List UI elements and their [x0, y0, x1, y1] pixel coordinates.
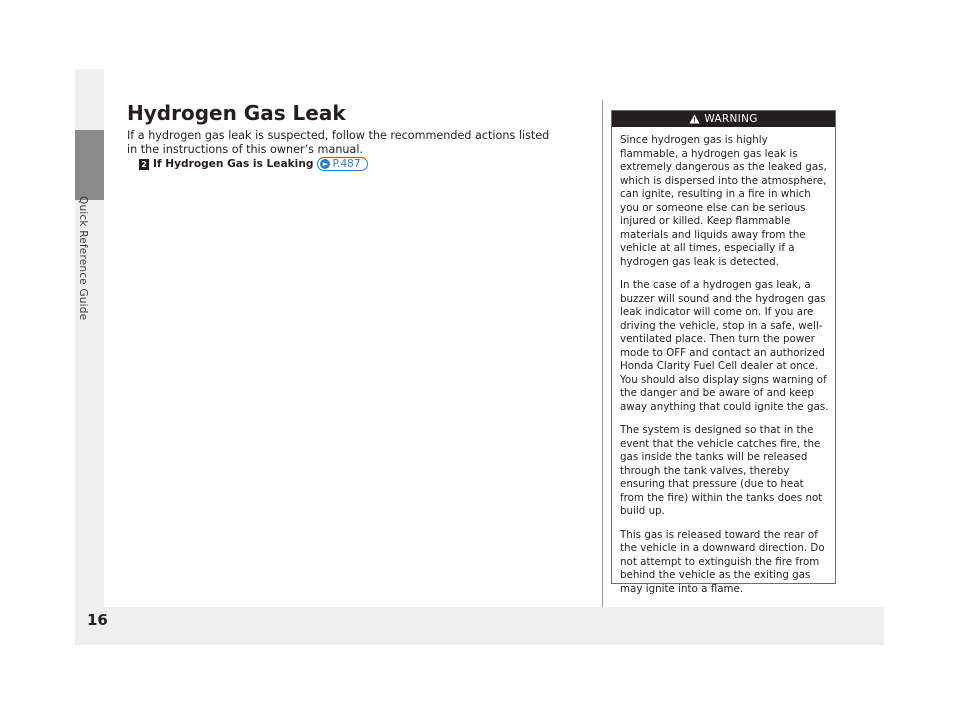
warning-title: WARNING	[704, 113, 758, 125]
section-body: If a hydrogen gas leak is suspected, follow the recommended actions listed in the instructions of this owner’s manual.	[127, 129, 550, 156]
page-number: 16	[87, 611, 108, 629]
warning-paragraph: The system is designed so that in the event that the vehicle catches fire, the gas inside the tanks will be released through the tank valves, thereby ensuring that pressure (due to heat from the fire) within the tanks does not build up.	[620, 424, 823, 517]
warning-triangle-icon	[689, 114, 700, 124]
column-divider	[602, 100, 603, 607]
page-reference-label: P.487	[332, 158, 361, 170]
warning-paragraph: Since hydrogen gas is highly flammable, a hydrogen gas leak is extremely dangerous as the leaked gas, which is dispersed into the atmosphere, can ignite, resulting in a fire in which you or someone else can be serious injured or killed. Keep flammable materials and liquids away from the vehicle at all times, especially if a hydrogen gas leak is detected.	[620, 134, 827, 268]
section-title: Hydrogen Gas Leak	[127, 101, 346, 125]
chapter-label: Quick Reference Guide	[77, 196, 89, 321]
warning-header	[612, 111, 835, 127]
cross-reference-link[interactable]	[139, 157, 368, 171]
page-reference-button[interactable]	[317, 157, 367, 171]
reference-label: If Hydrogen Gas is Leaking	[153, 158, 314, 170]
warning-paragraph: In the case of a hydrogen gas leak, a buzzer will sound and the hydrogen gas leak indicator will come on. If you are driving the vehicle, stop in a safe, well-ventilated place. Then turn the power mode to OFF and contact an authorized Honda Clarity Fuel Cell dealer at once. You should also display signs warning of the danger and be aware of and keep away anything that could ignite the gas.	[620, 279, 829, 413]
reference-arrow-icon: 2	[139, 159, 149, 170]
warning-paragraph: This gas is released toward the rear of the vehicle in a downward direction. Do not attempt to extinguish the fire from behind the vehicle as the exiting gas may ignite into a flame.	[620, 528, 825, 595]
warning-body	[612, 127, 835, 596]
warning-box	[611, 110, 836, 595]
chapter-tab	[75, 130, 104, 200]
page-jump-icon: ►	[320, 159, 330, 169]
